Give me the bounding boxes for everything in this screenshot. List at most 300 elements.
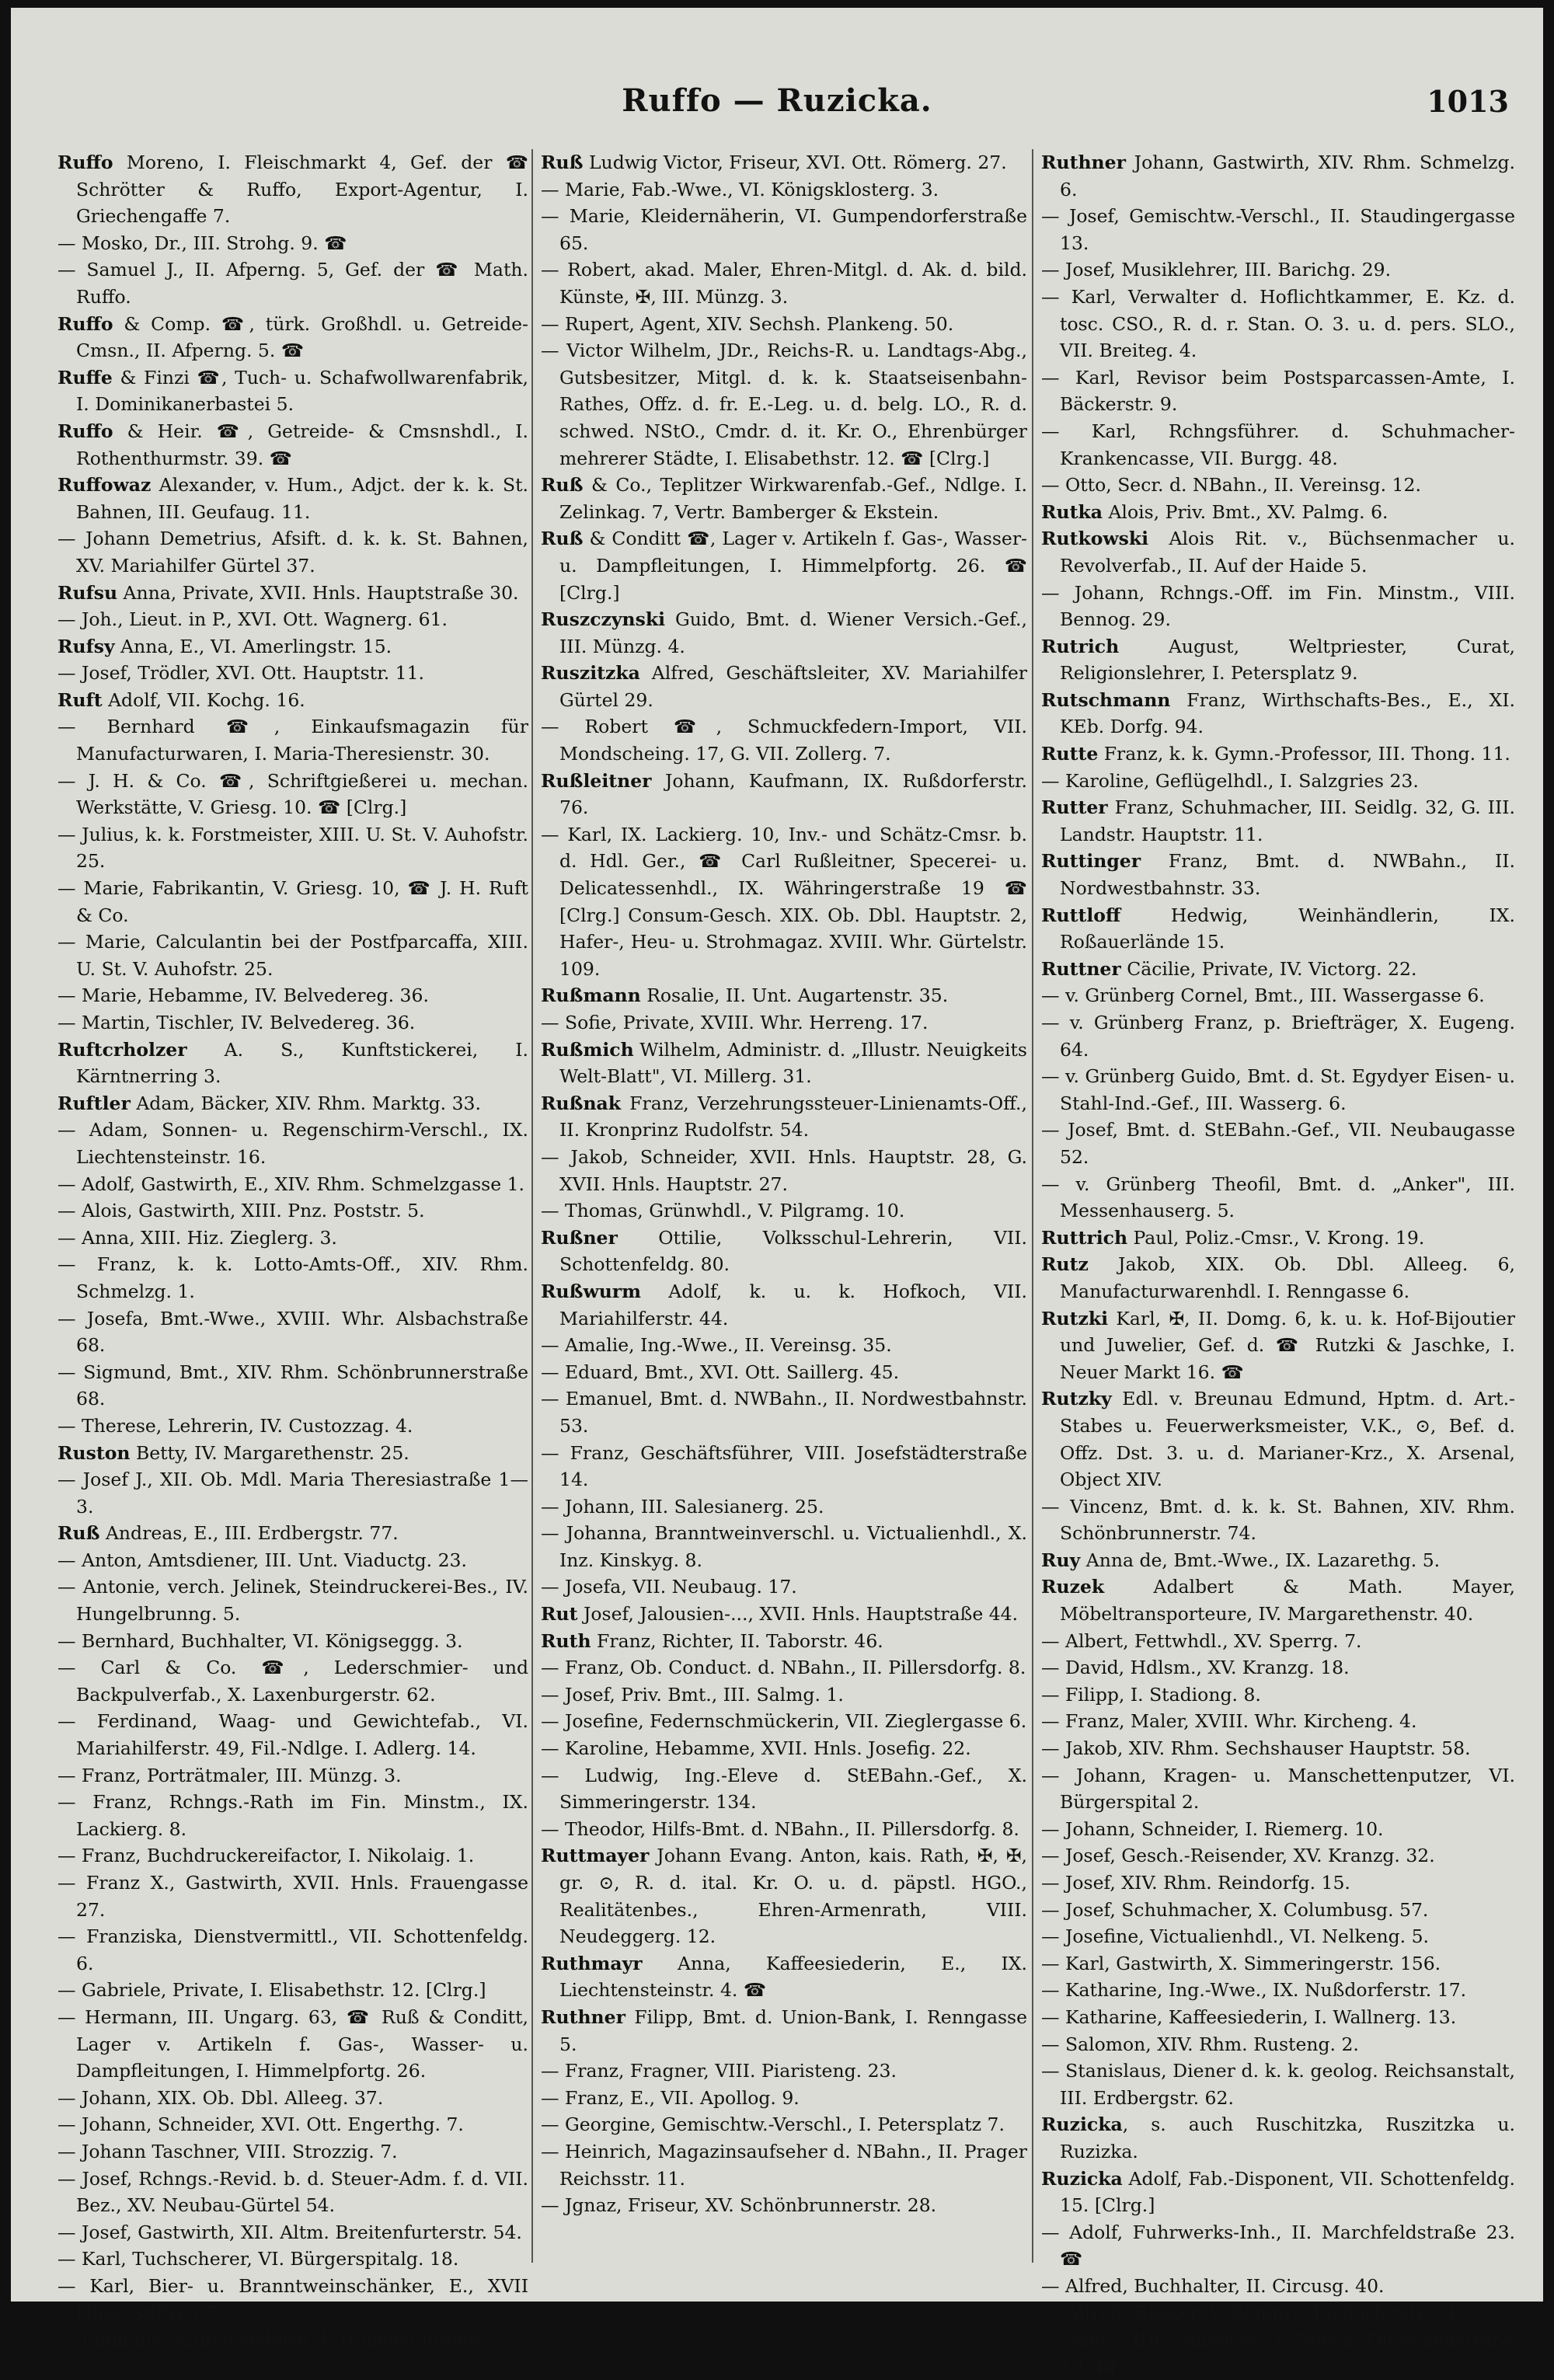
entry-surname: Rutter [1041, 796, 1108, 819]
directory-entry [1041, 1654, 1515, 1681]
directory-entry [57, 2273, 528, 2326]
entry-details: — Amalie, Ing.-Wwe., II. Vereinsg. 35. [541, 1334, 892, 1357]
entry-details: Franz, Verzehrungssteuer-Linienamts-Off., II. Kronprinz Rudolfstr. 54. [559, 1092, 1027, 1141]
entry-details: Alexander, v. Hum., Adjct. der k. k. St. Bahnen, III. Geufaug. 11. [76, 474, 528, 523]
directory-entry [57, 1090, 528, 1117]
entry-surname: Rufsu [57, 581, 118, 604]
entry-surname: Ruß [541, 474, 584, 497]
entry-details: — Victor Wilhelm, JDr., Reichs-R. u. Landtags-Abg., Gutsbesitzer, Mitgl. d. k. k. Staatseisenbahn-Rathes, Offz. d. fr. E.-Leg. u. d. belg. LO., R. d. schwed. NStO., Cmdr. d. it. Kr. O., Ehrenbürger mehrerer Städte, I. Elisabethstr. 12. ☎ [Clrg.] [541, 340, 1027, 469]
entry-details: — Theodor, Hilfs-Bmt. d. NBahn., II. Pillersdorfg. 8. [541, 1817, 1019, 1840]
entry-details: Moreno, I. Fleischmarkt 4, Gef. der ☎ Schrötter & Ruffo, Export-Agentur, I. Griechengaffe 7. [76, 152, 528, 228]
directory-entry [1041, 1171, 1515, 1225]
entry-details: — Robert, akad. Maler, Ehren-Mitgl. d. Ak. d. bild. Künste, ✠, III. Münzg. 3. [541, 259, 1027, 308]
directory-entry [1041, 364, 1515, 418]
entry-details: & Co., Teplitzer Wirkwarenfab.-Gef., Ndlge. I. Zelinkag. 7, Vertr. Bamberger & Ekstein. [559, 474, 1027, 523]
directory-entry [541, 525, 1027, 606]
entry-details: — Josefa, Bmt.-Wwe., XVIII. Whr. Alsbachstraße 68. [57, 1307, 528, 1357]
directory-entry [57, 1520, 528, 1547]
entry-details: — Hermann, III. Ungarg. 63, ☎ Ruß & Conditt, Lager v. Artikeln f. Gas-, Wasser- u. Dampfleitungen, I. Himmelpfortg. 26. [57, 2005, 528, 2082]
entry-surname: Ruston [57, 1441, 131, 1464]
directory-entry [57, 1466, 528, 1520]
directory-entry [57, 821, 528, 875]
entry-details: Anna, E., VI. Amerlingstr. 15. [114, 635, 392, 657]
entry-details: — Heinrich, Magazinsaufseher d. NBahn., II. Prager Reichsstr. 11. [541, 2140, 1027, 2190]
entry-surname: Rutka [1041, 500, 1103, 523]
directory-entry [541, 1493, 1027, 1521]
entry-details: Alois, Priv. Bmt., XV. Palmg. 6. [1102, 500, 1388, 523]
entry-details: Anna, Kaffeesiederin, E., IX. Liechtensteinstr. 4. ☎ [559, 1952, 1027, 2002]
directory-entry [57, 2004, 528, 2085]
entry-details: Wilhelm, Administr. d. „Illustr. Neuigkeits Welt-Blatt", VI. Millerg. 31. [559, 1038, 1027, 1088]
directory-entry [1041, 472, 1515, 499]
entry-surname: Ruttloff [1041, 904, 1121, 926]
directory-entry [1041, 1708, 1515, 1735]
entry-surname: Ruß [541, 152, 584, 173]
entry-surname: Ruszczynski [541, 608, 666, 631]
entry-details: — Filipp, I. Stadiong. 8. [1041, 1683, 1261, 1706]
directory-entry [1041, 740, 1515, 768]
entry-surname: Ruffo [57, 420, 113, 442]
directory-entry [541, 1842, 1027, 1950]
column-3 [1041, 149, 1515, 2378]
entry-details: — Alfred, Buchhalter, II. Circusg. 40. [1041, 2274, 1385, 2297]
entry-details: Ottilie, Volksschul-Lehrerin, VII. Schottenfeldg. 80. [559, 1226, 1027, 1276]
entry-details: — Julius, k. k. Forstmeister, XIII. U. St. V. Auhofstr. 25. [57, 823, 528, 873]
entry-surname: Ruzicka [1041, 2167, 1123, 2190]
entry-surname: Rut [541, 1603, 578, 1626]
directory-entry [57, 875, 528, 929]
entry-details: — Alois, Gastwirth, XIII. Pnz. Poststr. 5. [57, 1200, 425, 1222]
entry-details: Adalbert & Math. Mayer, Möbeltransporteure, IV. Margarethenstr. 40. [1060, 1576, 1515, 1626]
directory-entry [541, 2138, 1027, 2192]
entry-details: — Robert ☎, Schmuckfedern-Import, VII. Mondscheing. 17, G. VII. Zollerg. 7. [541, 716, 1027, 765]
directory-entry [1041, 2219, 1515, 2273]
entry-details: — Josef, Trödler, XVI. Ott. Hauptstr. 11. [57, 662, 425, 685]
directory-entry [57, 149, 528, 230]
entry-details: Johann Evang. Anton, kais. Rath, ✠, ✠, gr. ⊙, R. d. ital. Kr. O. u. d. päpstl. HGO., Realitätenbes., Ehren-Armenrath, VIII. Neudeggerg. 12. [559, 1845, 1027, 1948]
directory-entry [57, 2326, 528, 2354]
entry-details: — Josef, Gesch.-Reisender, XV. Kranzg. 32. [1041, 1845, 1435, 1867]
entry-details: Jakob, XIX. Ob. Dbl. Alleeg. 6, Manufacturwarenhdl. I. Renngasse 6. [1060, 1253, 1515, 1302]
entry-details: — Karl, Rchngsführer. d. Schuhmacher-Krankencasse, VII. Burgg. 48. [1041, 420, 1515, 469]
entry-details: — Josefine, Federnschmückerin, VII. Zieglergasse 6. [541, 1710, 1027, 1733]
directory-entry [57, 1413, 528, 1440]
directory-entry [57, 472, 528, 525]
directory-entry [541, 606, 1027, 660]
directory-entry [541, 337, 1027, 472]
directory-entry [541, 1735, 1027, 1762]
entry-surname: Ruthmayr [541, 1952, 643, 1974]
entry-surname: Ruy [1041, 1549, 1081, 1571]
entry-details: — Jakob, XIV. Rhm. Sechshauser Hauptstr. 58. [1041, 1737, 1471, 1760]
directory-entry [1041, 1762, 1515, 1816]
directory-entry [1041, 1117, 1515, 1170]
entry-surname: Ruttinger [1041, 850, 1141, 873]
entry-surname: Rußner [541, 1226, 618, 1249]
entry-details: — David, Hdlsm., XV. Kranzg. 18. [1041, 1657, 1350, 1679]
entry-details: — Karl, Bier- u. Branntweinschänker, E., XVII Hnls. Stiftg. 87. [57, 2274, 528, 2324]
directory-entry [541, 821, 1027, 983]
directory-entry [541, 1009, 1027, 1037]
entry-surname: Rutzki [1041, 1307, 1109, 1329]
directory-entry [1041, 1305, 1515, 1386]
entry-details: Anna, Private, XVII. Hnls. Hauptstraße 30. [117, 581, 519, 604]
directory-entry [57, 687, 528, 714]
directory-entry [1041, 1870, 1515, 1897]
entry-surname: Ruffo [57, 312, 113, 335]
directory-entry [1041, 1225, 1515, 1252]
entry-surname: Ruth [541, 1629, 591, 1652]
directory-entry [57, 982, 528, 1009]
directory-entry [57, 1842, 528, 1870]
directory-entry [541, 1654, 1027, 1681]
directory-entry [57, 2219, 528, 2246]
entry-surname: Ruftcrholzer [57, 1038, 187, 1061]
entry-details: — Sigmund, Bmt., XIV. Rhm. Schönbrunnerstraße 68. [57, 1361, 528, 1410]
entry-details: — Carl & Co. ☎, Lederschmier- und Backpulverfab., X. Laxenburgerstr. 62. [57, 1657, 528, 1706]
entry-details: — Karl, Revisor beim Postsparcassen-Amte, I. Bäckerstr. 9. [1041, 366, 1515, 416]
entry-details: Adam, Bäcker, XIV. Rhm. Marktg. 33. [130, 1092, 481, 1114]
entry-details: — Marie, Fabrikantin, V. Griesg. 10, ☎ J. H. Ruft & Co. [57, 877, 528, 926]
entry-details: — Josefine, Victualienhdl., VI. Nelkeng. 5. [1041, 1925, 1430, 1948]
entry-details: Guido, Bmt. d. Wiener Versich.-Gef., III. Münzg. 4. [559, 608, 1027, 657]
directory-entry [57, 1977, 528, 2004]
entry-details: — Mosko, Dr., III. Strohg. 9. ☎ [57, 232, 347, 254]
directory-entry [541, 311, 1027, 338]
entry-details: — Johann, Rchngs.-Off. im Fin. Minstm., VIII. Bennog. 29. [1041, 581, 1515, 631]
entry-details: , s. auch Ruschitzka, Ruszitzka u. Ruzizka. [1060, 2113, 1515, 2162]
directory-entry [57, 311, 528, 364]
entry-details: — Josef J., XII. Ob. Mdl. Maria Theresiastraße 1—3. [57, 1469, 528, 1518]
entry-surname: Ruzek [1041, 1576, 1105, 1598]
entry-details: Josef, Jalousien-..., XVII. Hnls. Hauptstraße 44. [577, 1603, 1019, 1626]
entry-surname: Ruft [57, 688, 103, 711]
entry-details: Franz, k. k. Gymn.-Professor, III. Thong. 11. [1098, 743, 1510, 765]
directory-entry [57, 364, 528, 418]
directory-entry [57, 256, 528, 310]
entry-details: — Rupert, Agent, XIV. Sechsh. Plankeng. 50. [541, 312, 954, 335]
directory-entry [1041, 1251, 1515, 1305]
entry-details: — Josef, Bmt. d. StEBahn.-Gef., VII. Neubaugasse 52. [1041, 1119, 1515, 1168]
entry-details: — Franz, k. k. Lotto-Amts-Off., XIV. Rhm. Schmelzg. 1. [57, 1253, 528, 1302]
entry-details: — Jgnaz, Friseur, XV. Schönbrunnerstr. 28. [541, 2194, 937, 2217]
directory-entry [1041, 2004, 1515, 2031]
directory-entry [57, 1708, 528, 1761]
directory-entry [57, 2138, 528, 2166]
directory-entry [541, 660, 1027, 713]
directory-entry [541, 1359, 1027, 1386]
entry-details: — v. Grünberg Theofil, Bmt. d. „Anker", III. Messenhauserg. 5. [1041, 1173, 1515, 1222]
entry-surname: Ruszitzka [541, 662, 640, 685]
entry-details: Andreas, E., III. Erdbergstr. 77. [99, 1522, 399, 1545]
entry-surname: Rutz [1041, 1253, 1089, 1276]
entry-details: — Johann, Schneider, XVI. Ott. Engerthg. 7. [57, 2113, 464, 2136]
entry-details: — Franz X., Gastwirth, XVII. Hnls. Frauengasse 27. [57, 1872, 528, 1921]
entry-details: — Franz, Porträtmaler, III. Münzg. 3. [57, 1764, 402, 1786]
directory-entry [57, 1251, 528, 1305]
entry-details: — Anna, XIII. Hiz. Zieglerg. 3. [57, 1226, 337, 1249]
entry-details: — Karl, Tuchscherer, VI. Bürgerspitalg. 18. [57, 2248, 459, 2270]
directory-entry [541, 2192, 1027, 2219]
entry-surname: Ruffo [57, 152, 113, 173]
entry-details: — J. H. & Co. ☎, Schriftgießerei u. mechan. Werkstätte, V. Griesg. 10. ☎ [Clrg.] [57, 769, 528, 819]
entry-details: — Johann, III. Salesianerg. 25. [541, 1495, 824, 1518]
directory-entry [1041, 203, 1515, 256]
entry-details: Rosalie, II. Unt. Augartenstr. 35. [640, 984, 949, 1007]
entry-details: — Josefa, VII. Neubaug. 17. [541, 1576, 797, 1598]
directory-entry [57, 1197, 528, 1225]
entry-details: — v. Grünberg Guido, Bmt. d. St. Egydyer Eisen- u. Stahl-Ind.-Gef., III. Wasserg. 6. [1041, 1065, 1515, 1114]
entry-details: — Josef, Gemischtw.-Verschl., II. Staudingergasse 13. [1041, 205, 1515, 254]
entry-details: — Katharine, Ing.-Wwe., IX. Nußdorferstr. 17. [1041, 1979, 1467, 2002]
entry-details: — Adam, Sonnen- u. Regenschirm-Verschl., IX. Liechtensteinstr. 16. [57, 1119, 528, 1168]
entry-details: Adolf, VII. Kochg. 16. [102, 688, 305, 711]
entry-details: — Sofie, Private, XVIII. Whr. Herreng. 17. [541, 1012, 929, 1033]
directory-entry [1041, 902, 1515, 956]
entry-details: & Comp. ☎, türk. Großhdl. u. Getreide-Cmsn., II. Afperng. 5. ☎ [76, 312, 528, 362]
entry-details: — Franz, Fragner, VIII. Piaristeng. 23. [541, 2060, 897, 2082]
directory-entry [57, 1628, 528, 1655]
directory-entry [1041, 1009, 1515, 1063]
entry-details: — Marie, Calculantin bei der Postfparcaffa, XIII. U. St. V. Auhofstr. 25. [57, 931, 528, 980]
directory-entry [541, 1090, 1027, 1144]
entry-details: Franz, Schuhmacher, III. Seidlg. 32, G. III. Landstr. Hauptstr. 11. [1060, 796, 1515, 845]
entry-details: — Josef, Schuhmacher, X. Columbusg. 57. [1041, 1898, 1429, 1921]
entry-details: Adolf, Fab.-Disponent, VII. Schottenfeldg. 15. [Clrg.] [1060, 2167, 1515, 2217]
entry-details: — Karl, Verwalter d. Hoflichtkammer, E. Kz. d. tosc. CSO., R. d. r. Stan. O. 3. u. d. pers. SLO., VII. Breiteg. 4. [1041, 285, 1515, 362]
entry-details: — Georgine, Gemischtw.-Verschl., I. Petersplatz 7. [541, 2113, 1005, 2136]
entry-details: Edl. v. Breunau Edmund, Hptm. d. Art.-Stabes u. Feuerwerksmeister, V.K., ⊙, Bef. d. Offz. Dst. 3. u. d. Marianer-Krz., X. Arsenal, Object XIV. [1060, 1388, 1515, 1491]
entry-details: — Adolf, Gastwirth, E., XIV. Rhm. Schmelzgasse 1. [57, 1173, 525, 1195]
directory-entry [1041, 794, 1515, 848]
directory-entry [1041, 1385, 1515, 1493]
entry-details: — Franz, E., VII. Apollog. 9. [541, 2086, 800, 2109]
directory-entry [1041, 256, 1515, 284]
directory-entry [541, 256, 1027, 310]
entry-details: — Josef, Gastwirth, XII. Altm. Breitenfurterstr. 54. [57, 2221, 522, 2243]
entry-details: — Ludwig, Ing.-Eleve d. StEBahn.-Gef., X. Simmeringerstr. 134. [541, 1764, 1027, 1814]
entry-details: — Thomas, Grünwhdl., V. Pilgramg. 10. [541, 1200, 905, 1222]
entry-details: — Marie, Kleidernäherin, VI. Gumpendorferstraße 65. [541, 205, 1027, 254]
directory-entry [541, 1601, 1027, 1628]
entry-details: — Samuel J., II. Afperng. 5, Gef. der ☎ Math. Ruffo. [57, 259, 528, 308]
entry-details: — Marie, Hebamme, IV. Belvedereg. 36. [57, 984, 429, 1007]
directory-entry [57, 1923, 528, 1977]
directory-entry [541, 1762, 1027, 1816]
entry-details: — Anton, Amtsdiener, III. Unt. Viaductg. 23. [57, 1549, 467, 1571]
directory-entry [57, 525, 528, 579]
directory-entry [1041, 499, 1515, 526]
directory-entry [57, 1762, 528, 1789]
directory-entry [57, 768, 528, 821]
entry-details: — Karoline, Geflügelhdl., I. Salzgries 23. [1041, 769, 1419, 792]
entry-details: — Joh., Lieut. in P., XVI. Ott. Wagnerg. 61. [57, 608, 448, 631]
directory-entry [1041, 1681, 1515, 1709]
directory-entry [1041, 284, 1515, 364]
directory-entry [57, 230, 528, 257]
directory-entry [541, 1144, 1027, 1197]
directory-entry [1041, 768, 1515, 795]
directory-entry [541, 2111, 1027, 2138]
directory-entry [57, 1789, 528, 1842]
entry-details: — Alois, JDr., Advocat, I. Maria Theresienstraße 10. ☎ [1041, 2329, 1515, 2378]
entry-details: — Josef, Musiklehrer, III. Barichg. 29. [1041, 259, 1392, 281]
entry-details: — Therese, Lehrerin, IV. Custozzag. 4. [57, 1414, 413, 1437]
entry-surname: Rutrich [1041, 635, 1120, 657]
column-1 [57, 149, 528, 2351]
directory-entry [57, 660, 528, 687]
entry-details: Johann, Gastwirth, XIV. Rhm. Schmelzg. 6. [1060, 152, 1515, 200]
entry-details: — Gabriele, Private, I. Elisabethstr. 12. [Clrg.] [57, 1979, 486, 2002]
entry-details: Hedwig, Weinhändlerin, IX. Roßauerlände 15. [1060, 904, 1515, 953]
column-rule [1032, 149, 1033, 2263]
directory-entry [541, 472, 1027, 525]
entry-details: — Josef, Priv. Bmt., III. Salmg. 1. [541, 1683, 844, 1706]
directory-entry [541, 1950, 1027, 2004]
directory-entry [1041, 687, 1515, 740]
entry-surname: Ruthner [1041, 152, 1126, 173]
entry-details: — Franz, Geschäftsführer, VIII. Josefstädterstraße 14. [541, 1441, 1027, 1491]
directory-entry [1041, 2273, 1515, 2300]
directory-entry [541, 1681, 1027, 1709]
entry-details: — Franz, Rchngs.-Rath im Fin. Minstm., IX. Lackierg. 8. [57, 1791, 528, 1840]
entry-surname: Rutte [1041, 743, 1099, 765]
column-rule [531, 149, 533, 2263]
directory-entry [57, 1225, 528, 1252]
entry-surname: Ruttner [1041, 957, 1121, 980]
directory-entry [541, 176, 1027, 204]
entry-details: & Finzi ☎, Tuch- u. Schafwollwarenfabrik, I. Dominikanerbastei 5. [76, 366, 528, 416]
entry-details: Paul, Poliz.-Cmsr., V. Krong. 19. [1127, 1226, 1425, 1249]
entry-details: Filipp, Bmt. d. Union-Bank, I. Renngasse 5. [559, 2005, 1027, 2055]
directory-entry [1041, 2300, 1515, 2327]
directory-entry [541, 149, 1027, 176]
entry-surname: Rußmann [541, 984, 641, 1007]
directory-entry [1041, 1063, 1515, 1117]
entry-details: Alois Rit. v., Büchsenmacher u. Revolverfab., II. Auf der Haide 5. [1060, 528, 1515, 577]
directory-entry [1041, 1547, 1515, 1574]
directory-entry [1041, 1493, 1515, 1547]
entry-surname: Ruthner [541, 2005, 625, 2028]
running-title: Ruffo — Ruzicka. [622, 82, 932, 119]
entry-surname: Ruß [57, 1522, 100, 1545]
directory-entry [1041, 1923, 1515, 1950]
directory-entry [541, 203, 1027, 256]
entry-details: — Antonie, verch. Jelinek, Steindruckerei-Bes., IV. Hungelbrunng. 5. [57, 1576, 528, 1626]
entry-details: Franz, Richter, II. Taborstr. 46. [591, 1629, 883, 1652]
directory-entry [541, 1573, 1027, 1601]
entry-details: — Jakob, Schneider, XVII. Hnls. Hauptstr. 28, G. XVII. Hnls. Hauptstr. 27. [541, 1145, 1027, 1195]
directory-entry [57, 1117, 528, 1170]
entry-details: — Johanna, Branntweinverschl. u. Victualienhdl., X. Inz. Kinskyg. 8. [541, 1522, 1027, 1571]
entry-details: Franz, Bmt. d. NWBahn., II. Nordwestbahnstr. 33. [1060, 850, 1515, 900]
directory-entry [57, 2085, 528, 2112]
directory-entry [1041, 1735, 1515, 1762]
directory-entry [541, 1440, 1027, 1493]
directory-entry [57, 1654, 528, 1708]
directory-entry [541, 1385, 1027, 1439]
directory-entry [541, 1520, 1027, 1573]
directory-entry [57, 1305, 528, 1359]
entry-surname: Rutzky [1041, 1388, 1112, 1410]
directory-entry [57, 1037, 528, 1090]
entry-details: — Josef, XIV. Rhm. Reindorfg. 15. [1041, 1872, 1350, 1894]
directory-entry [1041, 956, 1515, 983]
entry-details: — Bernhard ☎, Einkaufsmagazin für Manufacturwaren, I. Maria-Theresienstr. 30. [57, 716, 528, 765]
directory-entry [541, 2085, 1027, 2112]
directory-entry [1041, 2166, 1515, 2219]
entry-details: — Johann, XIX. Ob. Dbl. Alleeg. 37. [57, 2086, 384, 2109]
entry-details: — Otto, Secr. d. NBahn., II. Vereinsg. 12. [1041, 474, 1421, 497]
directory-entry [1041, 2031, 1515, 2058]
directory-entry [1041, 580, 1515, 633]
entry-surname: Ruffe [57, 366, 113, 389]
entry-details: — Karoline, Hebamme, XVII. Hnls. Josefig. 22. [541, 1737, 971, 1760]
entry-details: Cäcilie, Private, IV. Victorg. 22. [1120, 957, 1417, 980]
entry-surname: Rutschmann [1041, 688, 1171, 711]
directory-entry [57, 606, 528, 633]
entry-details: — Franz, Maler, XVIII. Whr. Kircheng. 4. [1041, 1710, 1417, 1733]
directory-entry [541, 982, 1027, 1009]
directory-entry [57, 1171, 528, 1198]
directory-entry [541, 1816, 1027, 1843]
directory-entry [1041, 848, 1515, 901]
entry-details: — Alfred, Bäcker, V. Reinprechtsdorferstr. 21. [1041, 2302, 1465, 2324]
directory-entry [1041, 2058, 1515, 2111]
entry-surname: Rußleitner [541, 769, 652, 792]
directory-entry [541, 1225, 1027, 1278]
entry-surname: Ruzicka [1041, 2113, 1123, 2136]
directory-entry [57, 929, 528, 982]
directory-entry [1041, 982, 1515, 1009]
entry-surname: Rußwurm [541, 1280, 642, 1302]
entry-details: — Franziska, Dienstvermittl., VII. Schottenfeldg. 6. [57, 1925, 528, 1974]
entry-details: Adolf, k. u. k. Hofkoch, VII. Mariahilferstr. 44. [559, 1280, 1027, 1329]
entry-details: — Johann Taschner, VIII. Strozzig. 7. [57, 2140, 398, 2162]
entry-details: — Vincenz, Bmt. d. k. k. St. Bahnen, XIV. Rhm. Schönbrunnerstr. 74. [1041, 1495, 1515, 1545]
entry-details: — Bernhard, Buchhalter, VI. Königseggg. 3. [57, 1629, 463, 1652]
directory-entry [1041, 1950, 1515, 1978]
entry-details: — Marie, Fab.-Wwe., VI. Königsklosterg. 3. [541, 178, 939, 200]
entry-details: Betty, IV. Margarethenstr. 25. [130, 1441, 409, 1464]
entry-details: — Johann, Schneider, I. Riemerg. 10. [1041, 1817, 1384, 1840]
directory-entry [1041, 633, 1515, 687]
directory-entry [541, 1037, 1027, 1090]
entry-details: — Adolf, Fuhrwerks-Inh., II. Marchfeldstraße 23. ☎ [1041, 2221, 1515, 2270]
directory-entry [57, 1359, 528, 1413]
entry-details: — v. Grünberg Franz, p. Briefträger, X. Eugeng. 64. [1041, 1012, 1515, 1061]
directory-page [11, 8, 1543, 2378]
directory-entry [541, 1628, 1027, 1655]
entry-details: — Ferdinand, Waag- und Gewichtefab., VI. Mariahilferstr. 49, Fil.-Ndlge. I. Adlerg. 14. [57, 1710, 528, 1760]
directory-entry [1041, 2111, 1515, 2165]
entry-details: — v. Grünberg Cornel, Bmt., III. Wassergasse 6. [1041, 984, 1485, 1007]
directory-entry [1041, 149, 1515, 203]
entry-details: & Heir. ☎, Getreide- & Cmsnshdl., I. Rothenthurmstr. 39. ☎ [76, 420, 528, 469]
directory-entry [541, 768, 1027, 821]
entry-surname: Ruß [541, 528, 584, 550]
directory-entry [541, 1197, 1027, 1225]
page-number: 1013 [1427, 84, 1509, 119]
entry-details: & Conditt ☎, Lager v. Artikeln f. Gas-, Wasser- u. Dampfleitungen, I. Himmelpfortg. 26. ☎ [Clrg.] [559, 528, 1027, 604]
page-header [11, 82, 1543, 129]
directory-entry [57, 580, 528, 607]
directory-entry [541, 1278, 1027, 1332]
entry-surname: Ruttrich [1041, 1226, 1128, 1249]
entry-surname: Rußmich [541, 1038, 634, 1061]
entry-surname: Rutkowski [1041, 528, 1149, 550]
entry-details: — Martin, Tischler, IV. Belvedereg. 36. [57, 1012, 416, 1033]
